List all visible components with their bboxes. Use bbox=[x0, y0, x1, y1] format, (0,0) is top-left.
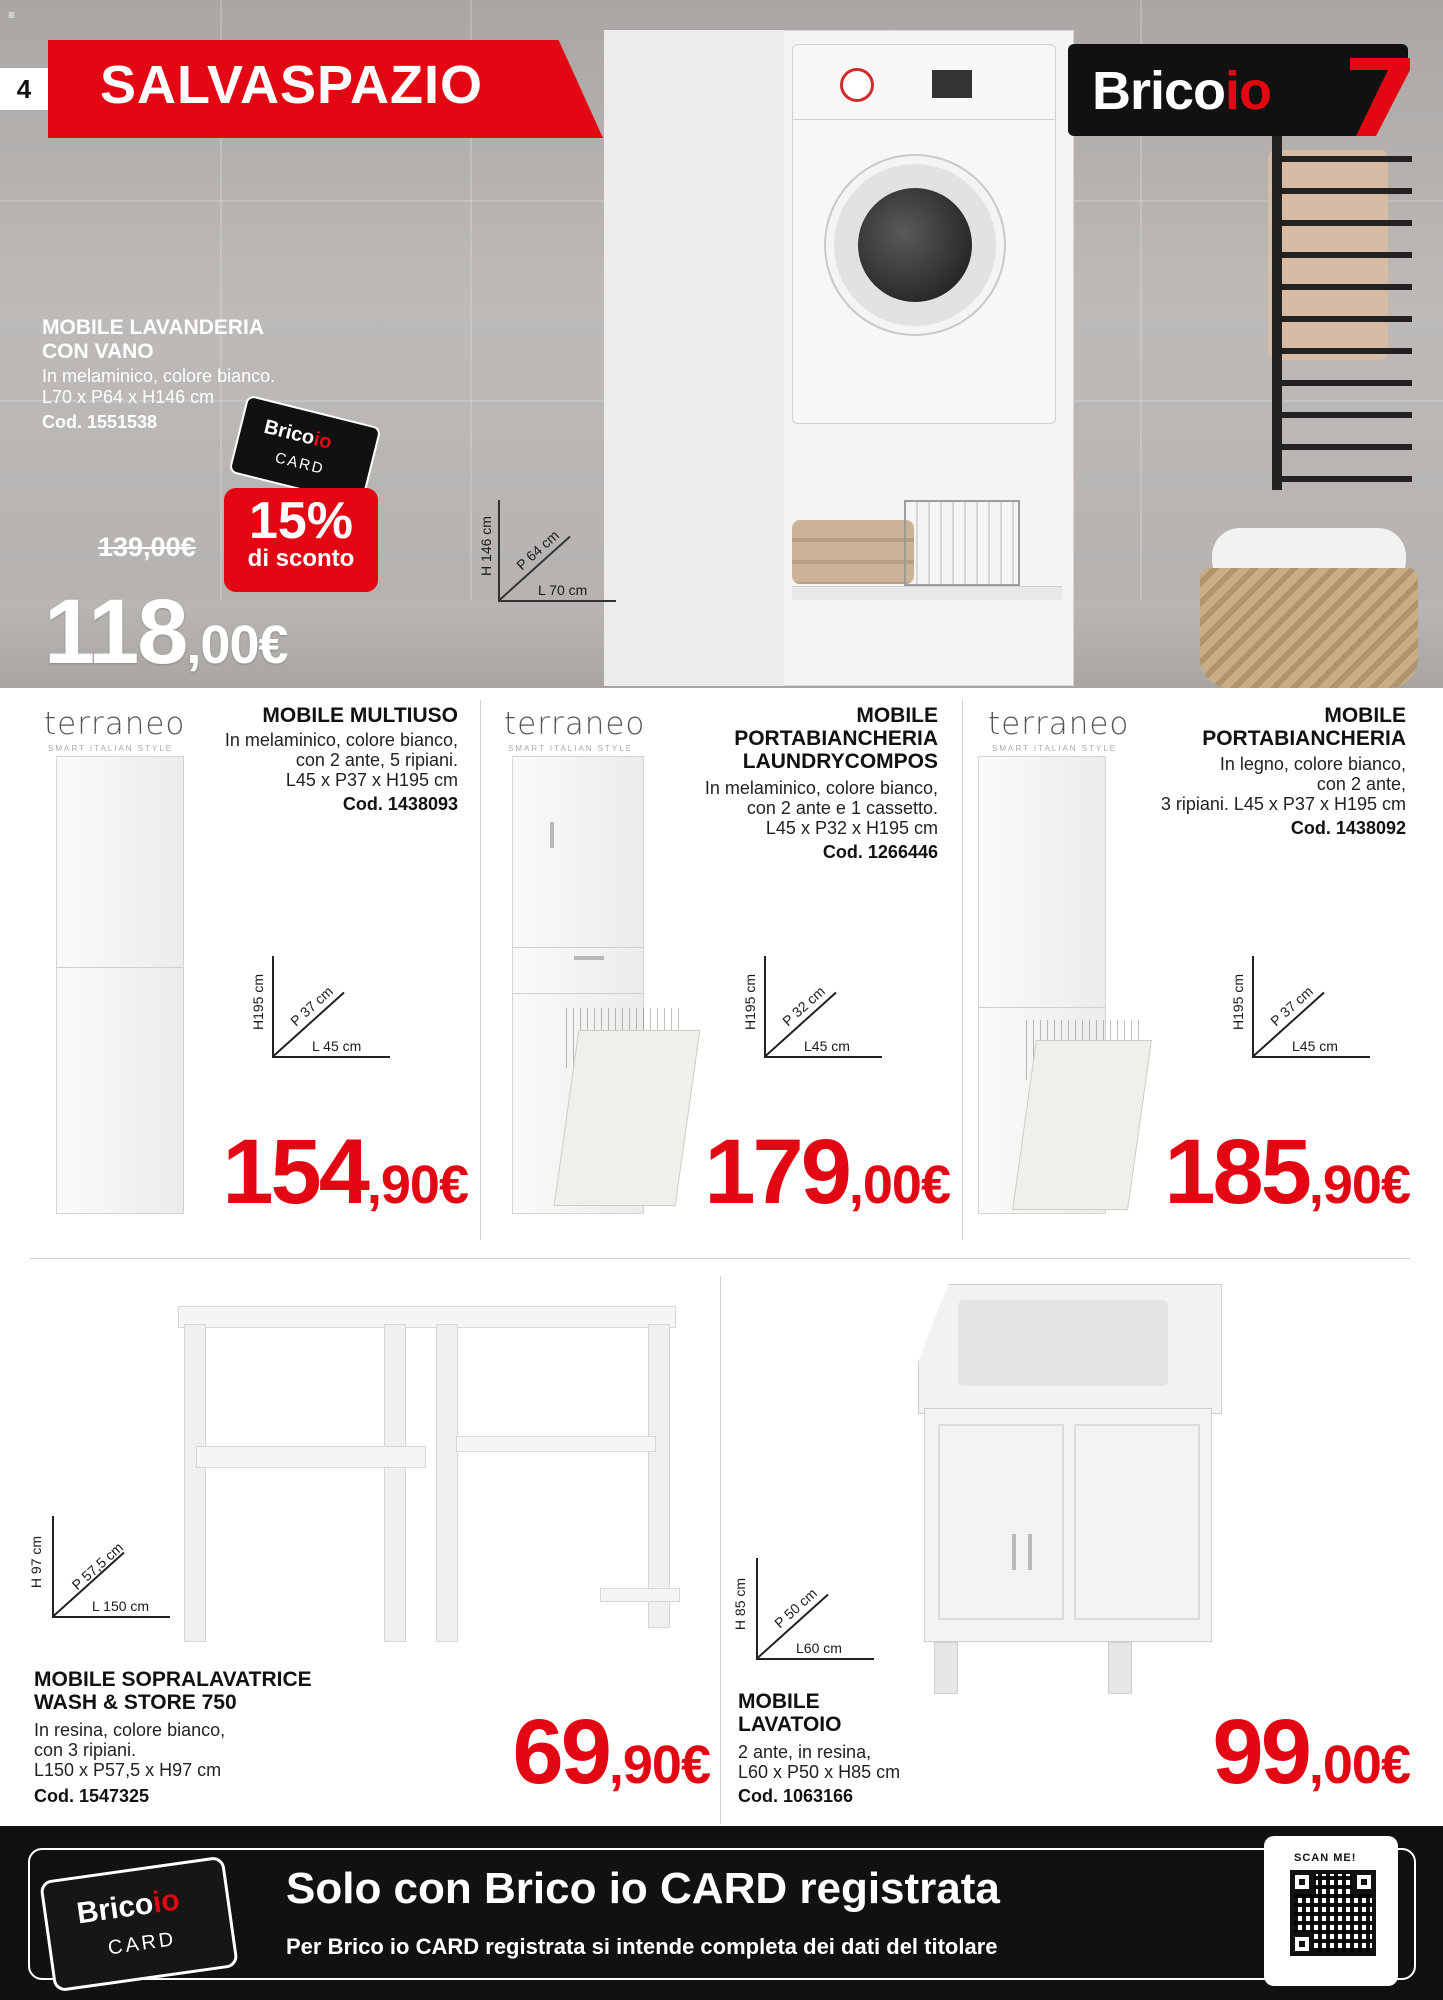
product-desc-line: In melaminico, colore bianco, bbox=[224, 730, 458, 750]
dim-length-label: L 70 cm bbox=[538, 582, 588, 598]
dim-axis bbox=[764, 956, 766, 1056]
product-desc-line: 2 ante, in resina, bbox=[738, 1742, 872, 1762]
terraneo-logo: terraneo bbox=[504, 706, 646, 742]
price-integer: 154 bbox=[222, 1121, 367, 1223]
hero-product-code: Cod. 1551538 bbox=[42, 412, 158, 432]
product-title-line: MOBILE bbox=[1324, 704, 1406, 727]
sink-door-handle bbox=[1028, 1534, 1032, 1570]
dim-depth-label: P 37 cm bbox=[287, 982, 336, 1030]
row-divider bbox=[30, 1258, 1410, 1259]
product-price bbox=[610, 1120, 950, 1225]
door-split bbox=[979, 1007, 1105, 1008]
product-description bbox=[34, 1720, 354, 1780]
logo-prefix: Brico bbox=[1092, 61, 1226, 121]
product-price bbox=[1070, 1120, 1410, 1225]
footer-subtitle: Per Brico io CARD registrata si intende completa dei dati del titolare bbox=[286, 1934, 998, 1959]
door-split bbox=[513, 947, 643, 948]
product-description bbox=[648, 778, 938, 838]
dim-axis bbox=[756, 1558, 758, 1658]
hero-desc-line: L70 x P64 x H146 cm bbox=[42, 387, 215, 407]
dim-axis bbox=[498, 600, 616, 602]
washing-machine-glass bbox=[858, 188, 972, 302]
price-integer: 185 bbox=[1164, 1121, 1309, 1223]
product-title-line: PORTABIANCHERIA bbox=[734, 727, 938, 750]
sink-foot bbox=[934, 1642, 958, 1694]
dim-height-label: H195 cm bbox=[742, 973, 759, 1031]
card-brand-prefix: Brico bbox=[261, 415, 317, 450]
dim-depth-label: P 37 cm bbox=[1267, 982, 1316, 1030]
product-code: Cod. 1063166 bbox=[738, 1786, 854, 1806]
dim-length-label: L45 cm bbox=[804, 1038, 850, 1054]
card-brand-suffix: io bbox=[311, 428, 335, 454]
product-desc-line: In resina, colore bianco, bbox=[34, 1720, 226, 1740]
product-title-line: MOBILE SOPRALAVATRICE bbox=[34, 1668, 312, 1691]
product-description bbox=[1110, 754, 1406, 814]
product-desc-line: con 3 ripiani. bbox=[34, 1740, 137, 1760]
card-label: CARD bbox=[106, 1928, 178, 1960]
product-title-line: MOBILE bbox=[856, 704, 938, 727]
discount-percent: 15% bbox=[248, 492, 354, 550]
section-title: SALVASPAZIO bbox=[100, 55, 484, 115]
qr-label: SCAN ME! bbox=[1294, 1852, 1357, 1864]
dim-axis bbox=[1252, 1056, 1370, 1058]
sink-door bbox=[1074, 1424, 1200, 1620]
product-desc-line: L45 x P37 x H195 cm bbox=[285, 770, 458, 790]
wicker-basket bbox=[1200, 568, 1418, 688]
hero-desc-line: In melaminico, colore bianco. bbox=[42, 366, 276, 386]
product-desc-line: In melaminico, colore bianco, bbox=[704, 778, 938, 798]
door-split bbox=[57, 967, 183, 968]
product-title bbox=[1130, 704, 1406, 750]
dim-length-label: L 150 cm bbox=[92, 1598, 150, 1614]
product-title-line: WASH & STORE 750 bbox=[34, 1691, 237, 1714]
dim-height-label: H195 cm bbox=[250, 973, 267, 1031]
product-desc-line: 3 ripiani. L45 x P37 x H195 cm bbox=[1160, 794, 1406, 814]
logo-stripe bbox=[1280, 40, 1410, 140]
shelf-leg bbox=[184, 1324, 206, 1642]
terraneo-tagline: SMART ITALIAN STYLE bbox=[992, 744, 1118, 753]
towel-rail bbox=[1272, 130, 1412, 490]
dim-height-label: H195 cm bbox=[1230, 973, 1247, 1031]
hero-title-line: MOBILE LAVANDERIA bbox=[42, 316, 265, 339]
card-brand-suffix: io bbox=[150, 1883, 182, 1920]
shelf-leg bbox=[648, 1324, 670, 1628]
product-desc-line: con 2 ante e 1 cassetto. bbox=[746, 798, 938, 818]
folded-towels bbox=[792, 520, 914, 584]
price-decimal: ,00€ bbox=[186, 615, 288, 675]
dim-axis bbox=[498, 500, 500, 600]
qr-finder-icon bbox=[1290, 1932, 1314, 1956]
hero-product-title bbox=[42, 316, 382, 364]
dim-length-label: L60 cm bbox=[796, 1640, 842, 1656]
washing-machine-panel bbox=[792, 44, 1056, 120]
dim-axis bbox=[52, 1516, 54, 1616]
product-desc-line: con 2 ante, 5 ripiani. bbox=[295, 750, 458, 770]
dimension-diagram bbox=[732, 1558, 874, 1668]
price-decimal: ,00€ bbox=[848, 1155, 950, 1215]
product-code: Cod. 1438093 bbox=[342, 794, 458, 814]
product-price bbox=[370, 1700, 710, 1805]
cabinet-handle bbox=[550, 822, 554, 848]
price-integer: 118 bbox=[44, 581, 187, 683]
shelf-middle bbox=[196, 1446, 426, 1468]
hero-price bbox=[44, 580, 288, 685]
product-title-line: LAVATOIO bbox=[738, 1713, 842, 1736]
shelf-crossbar bbox=[600, 1588, 680, 1602]
product-title-line: LAUNDRYCOMPOS bbox=[742, 750, 938, 773]
over-washer-shelf-image bbox=[178, 1306, 676, 1328]
sink-basin bbox=[958, 1300, 1168, 1386]
qr-finder-icon bbox=[1352, 1870, 1376, 1894]
terraneo-tagline: SMART ITALIAN STYLE bbox=[48, 744, 174, 753]
dimension-diagram bbox=[250, 956, 390, 1066]
dim-axis bbox=[272, 1056, 390, 1058]
product-description bbox=[738, 1742, 998, 1782]
product-desc-line: In legno, colore bianco, bbox=[1219, 754, 1406, 774]
wire-basket bbox=[904, 500, 1020, 586]
shelf-leg bbox=[436, 1324, 458, 1642]
dim-length-label: L45 cm bbox=[1292, 1038, 1338, 1054]
product-desc-line: L60 x P50 x H85 cm bbox=[738, 1762, 901, 1782]
terraneo-logo: terraneo bbox=[988, 706, 1130, 742]
product-title bbox=[190, 704, 458, 727]
product-title bbox=[738, 1690, 938, 1736]
hero-old-price: 139,00€ bbox=[98, 532, 196, 562]
product-title bbox=[660, 704, 938, 773]
dim-length-label: L 45 cm bbox=[312, 1038, 362, 1054]
product-desc-line: con 2 ante, bbox=[1316, 774, 1406, 794]
card-brand bbox=[75, 1883, 182, 1931]
dim-depth-label: P 64 cm bbox=[513, 526, 562, 574]
drawer-handle bbox=[574, 956, 604, 960]
product-title-line: PORTABIANCHERIA bbox=[1202, 727, 1406, 750]
product-title-line: MOBILE bbox=[738, 1690, 820, 1713]
product-price bbox=[1066, 1700, 1410, 1805]
shelf-crossbar bbox=[456, 1436, 656, 1452]
dim-height-label: H 146 cm bbox=[477, 516, 494, 576]
menu-icon[interactable]: ≡ bbox=[8, 8, 16, 22]
page-number: 4 bbox=[0, 68, 48, 110]
dim-depth-label: P 32 cm bbox=[779, 982, 828, 1030]
hero-product-description bbox=[42, 366, 382, 408]
cabinet-shelf bbox=[792, 586, 1062, 600]
hero-title-line: CON VANO bbox=[42, 340, 154, 363]
dim-axis bbox=[764, 1056, 882, 1058]
price-integer: 99 bbox=[1212, 1701, 1309, 1803]
price-decimal: ,00€ bbox=[1308, 1735, 1410, 1795]
cabinet-side-panel bbox=[604, 30, 784, 686]
qr-finder-icon bbox=[1290, 1870, 1314, 1894]
discount-label: di sconto bbox=[247, 545, 355, 572]
product-desc-line: L150 x P57,5 x H97 cm bbox=[34, 1760, 222, 1780]
dim-depth-label: P 57,5 cm bbox=[68, 1539, 127, 1593]
price-decimal: ,90€ bbox=[608, 1735, 710, 1795]
column-divider bbox=[480, 700, 481, 1240]
terraneo-tagline: SMART ITALIAN STYLE bbox=[508, 744, 634, 753]
column-divider bbox=[720, 1276, 721, 1824]
card-brand-prefix: Brico bbox=[74, 1887, 156, 1931]
card-brand bbox=[262, 416, 334, 455]
product-code: Cod. 1266446 bbox=[822, 842, 938, 862]
shelf-leg bbox=[384, 1324, 406, 1642]
drawer-split bbox=[513, 993, 643, 994]
sink-door-handle bbox=[1012, 1534, 1016, 1570]
discount-badge bbox=[224, 488, 378, 592]
dimension-diagram bbox=[477, 500, 616, 610]
dim-axis bbox=[52, 1616, 170, 1618]
product-desc-line: L45 x P32 x H195 cm bbox=[765, 818, 938, 838]
product-description bbox=[180, 730, 458, 790]
sink-door bbox=[938, 1424, 1064, 1620]
dim-height-label: H 97 cm bbox=[28, 1535, 45, 1589]
washing-machine-knob bbox=[840, 68, 874, 102]
dim-depth-label: P 50 cm bbox=[771, 1584, 820, 1632]
dimension-diagram bbox=[28, 1516, 170, 1626]
price-decimal: ,90€ bbox=[1308, 1155, 1410, 1215]
logo-text bbox=[1092, 60, 1271, 122]
product-code: Cod. 1547325 bbox=[34, 1786, 150, 1806]
column-divider bbox=[962, 700, 963, 1240]
footer-title: Solo con Brico io CARD registrata bbox=[286, 1864, 1000, 1913]
washing-machine-display bbox=[932, 70, 972, 98]
logo-suffix: io bbox=[1225, 61, 1272, 121]
sink-foot bbox=[1108, 1642, 1132, 1694]
card-label: CARD bbox=[273, 449, 327, 479]
dim-axis bbox=[1252, 956, 1254, 1056]
dimension-diagram bbox=[1230, 956, 1370, 1066]
product-title-line: MOBILE MULTIUSO bbox=[262, 704, 458, 727]
product-title bbox=[34, 1668, 394, 1714]
product-price bbox=[136, 1120, 468, 1225]
terraneo-logo: terraneo bbox=[44, 706, 186, 742]
dimension-diagram bbox=[742, 956, 882, 1066]
price-integer: 179 bbox=[704, 1121, 849, 1223]
price-integer: 69 bbox=[512, 1701, 609, 1803]
product-code: Cod. 1438092 bbox=[1290, 818, 1406, 838]
dim-axis bbox=[272, 956, 274, 1056]
dim-axis bbox=[756, 1658, 874, 1660]
dim-height-label: H 85 cm bbox=[732, 1577, 749, 1631]
price-decimal: ,90€ bbox=[366, 1155, 468, 1215]
